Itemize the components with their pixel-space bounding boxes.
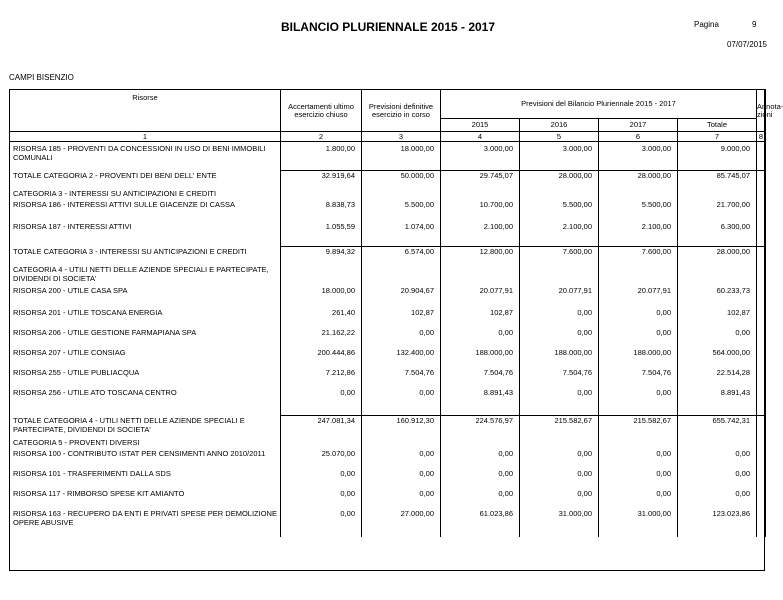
value-2015-cell: 0,00 xyxy=(441,489,520,509)
totale-cell xyxy=(678,189,757,200)
table-row xyxy=(10,189,766,200)
totale-cell: 6.300,00 xyxy=(678,222,757,244)
annotation-cell xyxy=(757,144,766,168)
value-2016-cell: 20.077,91 xyxy=(520,286,599,308)
value-2017-cell: 215.582,67 xyxy=(599,416,678,438)
page-label: Pagina xyxy=(694,20,719,29)
accertamenti-cell: 7.212,86 xyxy=(281,368,362,388)
value-2017-cell: 31.000,00 xyxy=(599,509,678,537)
value-2015-cell: 3.000,00 xyxy=(441,144,520,168)
annotation-cell xyxy=(757,449,766,469)
table-row xyxy=(10,438,766,449)
annotation-cell xyxy=(757,247,766,265)
totale-cell: 21.700,00 xyxy=(678,200,757,222)
previsioni-definitive-cell: 27.000,00 xyxy=(362,509,441,537)
annotation-cell xyxy=(757,438,766,449)
column-number: 1 xyxy=(10,132,281,142)
header-annotazioni: Annota- zioni xyxy=(757,90,766,132)
table-row xyxy=(10,286,766,308)
value-2017-cell: 188.000,00 xyxy=(599,348,678,368)
annotation-cell xyxy=(757,308,766,328)
header-accertamenti: Accertamenti ultimo esercizio chiuso xyxy=(281,90,362,132)
totale-cell: 655.742,31 xyxy=(678,416,757,438)
previsioni-definitive-cell xyxy=(362,438,441,449)
column-number: 3 xyxy=(362,132,441,142)
annotation-cell xyxy=(757,469,766,489)
header-2017: 2017 xyxy=(599,119,678,132)
table-row xyxy=(10,265,766,286)
description-cell: RISORSA 185 - PROVENTI DA CONCESSIONI IN USO DI BENI IMMOBILI COMUNALI xyxy=(10,144,281,168)
value-2017-cell: 0,00 xyxy=(599,388,678,414)
totale-cell: 85.745,07 xyxy=(678,171,757,189)
description-cell: RISORSA 207 - UTILE CONSIAG xyxy=(10,348,281,368)
table-row xyxy=(10,222,766,244)
report-date: 07/07/2015 xyxy=(726,40,767,49)
value-2015-cell: 61.023,86 xyxy=(441,509,520,537)
accertamenti-cell: 8.838,73 xyxy=(281,200,362,222)
value-2016-cell: 0,00 xyxy=(520,449,599,469)
value-2017-cell: 0,00 xyxy=(599,469,678,489)
value-2015-cell xyxy=(441,265,520,286)
previsioni-definitive-cell: 160.912,30 xyxy=(362,416,441,438)
annotation-cell xyxy=(757,171,766,189)
value-2017-cell: 0,00 xyxy=(599,308,678,328)
annotation-cell xyxy=(757,368,766,388)
annotation-cell xyxy=(757,286,766,308)
totale-cell: 0,00 xyxy=(678,328,757,348)
column-number: 5 xyxy=(520,132,599,142)
page-title: BILANCIO PLURIENNALE 2015 - 2017 xyxy=(280,20,496,34)
accertamenti-cell: 0,00 xyxy=(281,509,362,537)
description-cell: CATEGORIA 3 - INTERESSI SU ANTICIPAZIONI E CREDITI xyxy=(10,189,281,200)
description-cell: TOTALE CATEGORIA 4 - UTILI NETTI DELLE AZIENDE SPECIALI E PARTECIPATE, DIVIDENDI DI SOCIETA' xyxy=(10,416,281,438)
value-2016-cell: 31.000,00 xyxy=(520,509,599,537)
value-2016-cell xyxy=(520,438,599,449)
previsioni-definitive-cell: 132.400,00 xyxy=(362,348,441,368)
value-2017-cell: 0,00 xyxy=(599,489,678,509)
totale-cell xyxy=(678,438,757,449)
accertamenti-cell: 21.162,22 xyxy=(281,328,362,348)
value-2015-cell: 12.800,00 xyxy=(441,247,520,265)
description-cell: RISORSA 101 - TRASFERIMENTI DALLA SDS xyxy=(10,469,281,489)
totale-cell: 0,00 xyxy=(678,489,757,509)
description-cell: RISORSA 255 - UTILE PUBLIACQUA xyxy=(10,368,281,388)
header-totale: Totale xyxy=(678,119,757,132)
value-2016-cell: 0,00 xyxy=(520,328,599,348)
header-2015: 2015 xyxy=(441,119,520,132)
description-cell: RISORSA 117 - RIMBORSO SPESE KIT AMIANTO xyxy=(10,489,281,509)
description-cell: TOTALE CATEGORIA 3 - INTERESSI SU ANTICIPAZIONI E CREDITI xyxy=(10,247,281,265)
value-2017-cell: 20.077,91 xyxy=(599,286,678,308)
header-previsioni-definitive: Previsioni definitive esercizio in corso xyxy=(362,90,441,132)
previsioni-definitive-cell: 50.000,00 xyxy=(362,171,441,189)
totale-cell: 28.000,00 xyxy=(678,247,757,265)
previsioni-definitive-cell xyxy=(362,189,441,200)
table-row xyxy=(10,469,766,489)
previsioni-definitive-cell: 6.574,00 xyxy=(362,247,441,265)
value-2015-cell: 102,87 xyxy=(441,308,520,328)
description-cell: TOTALE CATEGORIA 2 - PROVENTI DEI BENI DELL' ENTE xyxy=(10,171,281,189)
total-row xyxy=(10,416,766,438)
previsioni-definitive-cell: 102,87 xyxy=(362,308,441,328)
totale-cell: 9.000,00 xyxy=(678,144,757,168)
table-row xyxy=(10,348,766,368)
accertamenti-cell: 18.000,00 xyxy=(281,286,362,308)
totale-cell: 123.023,86 xyxy=(678,509,757,537)
accertamenti-cell xyxy=(281,265,362,286)
value-2015-cell: 20.077,91 xyxy=(441,286,520,308)
accertamenti-cell: 32.919,64 xyxy=(281,171,362,189)
value-2017-cell: 2.100,00 xyxy=(599,222,678,244)
accertamenti-cell: 9.894,32 xyxy=(281,247,362,265)
previsioni-definitive-cell: 20.904,67 xyxy=(362,286,441,308)
value-2015-cell: 29.745,07 xyxy=(441,171,520,189)
totale-cell: 564.000,00 xyxy=(678,348,757,368)
value-2017-cell xyxy=(599,438,678,449)
annotation-cell xyxy=(757,489,766,509)
accertamenti-cell: 200.444,86 xyxy=(281,348,362,368)
description-cell: RISORSA 186 - INTERESSI ATTIVI SULLE GIACENZE DI CASSA xyxy=(10,200,281,222)
table-row xyxy=(10,388,766,414)
previsioni-definitive-cell: 7.504,76 xyxy=(362,368,441,388)
description-cell: RISORSA 163 - RECUPERO DA ENTI E PRIVATI SPESE PER DEMOLIZIONE OPERE ABUSIVE xyxy=(10,509,281,537)
totale-cell: 102,87 xyxy=(678,308,757,328)
annotation-cell xyxy=(757,388,766,414)
value-2016-cell: 0,00 xyxy=(520,308,599,328)
header-2016: 2016 xyxy=(520,119,599,132)
value-2017-cell: 7.504,76 xyxy=(599,368,678,388)
totale-cell: 0,00 xyxy=(678,449,757,469)
value-2015-cell xyxy=(441,438,520,449)
value-2017-cell: 0,00 xyxy=(599,449,678,469)
value-2016-cell: 28.000,00 xyxy=(520,171,599,189)
value-2016-cell: 7.600,00 xyxy=(520,247,599,265)
accertamenti-cell: 247.081,34 xyxy=(281,416,362,438)
value-2016-cell: 0,00 xyxy=(520,469,599,489)
value-2015-cell: 2.100,00 xyxy=(441,222,520,244)
previsioni-definitive-cell: 0,00 xyxy=(362,328,441,348)
value-2016-cell: 2.100,00 xyxy=(520,222,599,244)
column-number: 7 xyxy=(678,132,757,142)
column-number: 6 xyxy=(599,132,678,142)
description-cell: CATEGORIA 5 - PROVENTI DIVERSI xyxy=(10,438,281,449)
value-2017-cell: 3.000,00 xyxy=(599,144,678,168)
value-2016-cell: 215.582,67 xyxy=(520,416,599,438)
description-cell: RISORSA 187 - INTERESSI ATTIVI xyxy=(10,222,281,244)
table-row xyxy=(10,308,766,328)
value-2015-cell: 0,00 xyxy=(441,449,520,469)
previsioni-definitive-cell: 0,00 xyxy=(362,449,441,469)
header-risorse: Risorse xyxy=(10,90,281,132)
previsioni-definitive-cell: 5.500,00 xyxy=(362,200,441,222)
accertamenti-cell xyxy=(281,189,362,200)
accertamenti-cell: 25.070,00 xyxy=(281,449,362,469)
total-row xyxy=(10,247,766,265)
header-previsioni-pluriennale: Previsioni del Bilancio Pluriennale 2015 - 2017 xyxy=(441,90,757,119)
annotation-cell xyxy=(757,509,766,537)
page-number: 9 xyxy=(752,20,757,29)
accertamenti-cell: 261,40 xyxy=(281,308,362,328)
table-row xyxy=(10,509,766,537)
totale-cell xyxy=(678,265,757,286)
accertamenti-cell: 0,00 xyxy=(281,388,362,414)
value-2015-cell: 8.891,43 xyxy=(441,388,520,414)
column-number: 2 xyxy=(281,132,362,142)
value-2016-cell: 5.500,00 xyxy=(520,200,599,222)
annotation-cell xyxy=(757,222,766,244)
value-2015-cell: 188.000,00 xyxy=(441,348,520,368)
accertamenti-cell: 1.800,00 xyxy=(281,144,362,168)
previsioni-definitive-cell: 1.074,00 xyxy=(362,222,441,244)
accertamenti-cell: 0,00 xyxy=(281,489,362,509)
column-number: 4 xyxy=(441,132,520,142)
value-2015-cell: 0,00 xyxy=(441,469,520,489)
table-row xyxy=(10,368,766,388)
value-2017-cell: 28.000,00 xyxy=(599,171,678,189)
annotation-cell xyxy=(757,416,766,438)
value-2015-cell xyxy=(441,189,520,200)
previsioni-definitive-cell: 0,00 xyxy=(362,489,441,509)
value-2016-cell: 0,00 xyxy=(520,388,599,414)
value-2015-cell: 224.576,97 xyxy=(441,416,520,438)
annotation-cell xyxy=(757,265,766,286)
description-cell: CATEGORIA 4 - UTILI NETTI DELLE AZIENDE SPECIALI E PARTECIPATE, DIVIDENDI DI SOCIETA' xyxy=(10,265,281,286)
totale-cell: 60.233,73 xyxy=(678,286,757,308)
table-row xyxy=(10,200,766,222)
entity-name: CAMPI BISENZIO xyxy=(9,73,74,82)
totale-cell: 0,00 xyxy=(678,469,757,489)
value-2016-cell xyxy=(520,189,599,200)
column-number: 8 xyxy=(757,132,766,142)
value-2016-cell: 3.000,00 xyxy=(520,144,599,168)
total-row xyxy=(10,171,766,189)
value-2015-cell: 10.700,00 xyxy=(441,200,520,222)
value-2017-cell: 7.600,00 xyxy=(599,247,678,265)
value-2017-cell xyxy=(599,265,678,286)
table-row xyxy=(10,449,766,469)
previsioni-definitive-cell: 0,00 xyxy=(362,469,441,489)
table-row xyxy=(10,144,766,168)
table-row xyxy=(10,328,766,348)
annotation-cell xyxy=(757,200,766,222)
value-2016-cell xyxy=(520,265,599,286)
accertamenti-cell xyxy=(281,438,362,449)
annotation-cell xyxy=(757,348,766,368)
totale-cell: 8.891,43 xyxy=(678,388,757,414)
accertamenti-cell: 0,00 xyxy=(281,469,362,489)
value-2017-cell: 5.500,00 xyxy=(599,200,678,222)
description-cell: RISORSA 256 - UTILE ATO TOSCANA CENTRO xyxy=(10,388,281,414)
value-2017-cell: 0,00 xyxy=(599,328,678,348)
previsioni-definitive-cell xyxy=(362,265,441,286)
value-2016-cell: 7.504,76 xyxy=(520,368,599,388)
previsioni-definitive-cell: 18.000,00 xyxy=(362,144,441,168)
description-cell: RISORSA 201 - UTILE TOSCANA ENERGIA xyxy=(10,308,281,328)
annotation-cell xyxy=(757,328,766,348)
description-cell: RISORSA 100 - CONTRIBUTO ISTAT PER CENSIMENTI ANNO 2010/2011 xyxy=(10,449,281,469)
totale-cell: 22.514,28 xyxy=(678,368,757,388)
table-row xyxy=(10,489,766,509)
accertamenti-cell: 1.055,59 xyxy=(281,222,362,244)
value-2015-cell: 7.504,76 xyxy=(441,368,520,388)
value-2017-cell xyxy=(599,189,678,200)
budget-table xyxy=(9,89,783,537)
description-cell: RISORSA 200 - UTILE CASA SPA xyxy=(10,286,281,308)
previsioni-definitive-cell: 0,00 xyxy=(362,388,441,414)
annotation-cell xyxy=(757,189,766,200)
value-2016-cell: 188.000,00 xyxy=(520,348,599,368)
value-2015-cell: 0,00 xyxy=(441,328,520,348)
description-cell: RISORSA 206 - UTILE GESTIONE FARMAPIANA SPA xyxy=(10,328,281,348)
value-2016-cell: 0,00 xyxy=(520,489,599,509)
